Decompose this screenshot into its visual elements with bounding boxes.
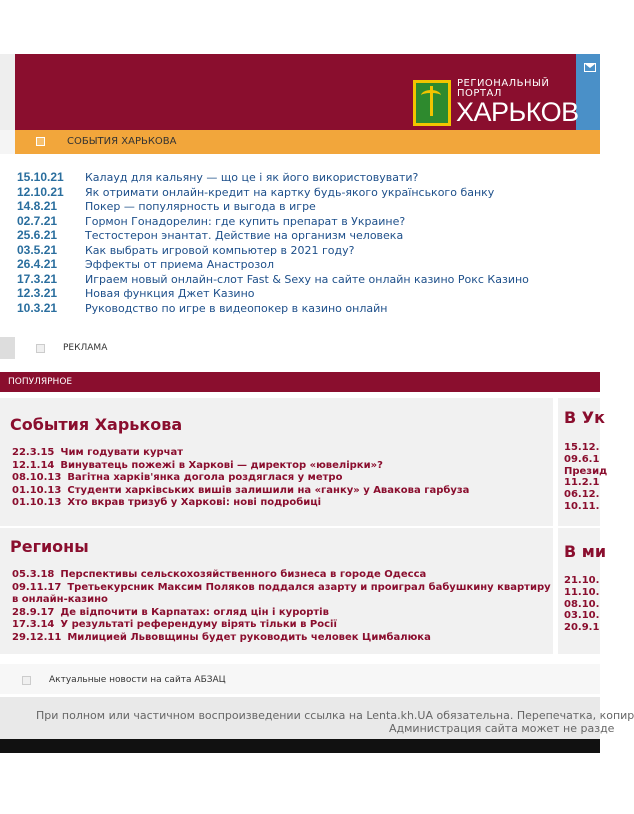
- popular-item-link[interactable]: в онлайн-казино: [12, 594, 108, 605]
- popular-item[interactable]: [12, 472, 342, 484]
- right-section-item[interactable]: 11.10.: [564, 586, 600, 598]
- right-section-item[interactable]: 03.10.: [564, 610, 600, 622]
- mail-icon[interactable]: [584, 63, 596, 72]
- news-date: 25.6.21: [17, 228, 58, 242]
- news-date: 14.8.21: [17, 199, 58, 213]
- news-link[interactable]: Тестостерон энантат. Действие на организм человека: [85, 229, 404, 242]
- popular-item[interactable]: [12, 607, 329, 619]
- right-section-item[interactable]: 08.10.: [564, 598, 600, 610]
- popular-item[interactable]: [12, 460, 383, 472]
- news-date: 12.10.21: [17, 184, 64, 199]
- popular-item-date: 01.10.13: [12, 497, 62, 508]
- kharkov-emblem-icon[interactable]: [413, 80, 451, 126]
- popular-item-link[interactable]: Перспективы сельскохозяйственного бизнеса в городе Одесса: [60, 569, 427, 580]
- news-date: 15.10.21: [17, 170, 64, 184]
- news-link[interactable]: Калауд для кальяну — що це і як його використовувати?: [85, 171, 419, 184]
- right-section-item[interactable]: 15.12.: [564, 442, 600, 453]
- popular-item-link[interactable]: Милицией Львовщины будет руководить человек Цимбалюка: [67, 631, 431, 643]
- news-date: 03.5.21: [17, 242, 58, 257]
- popular-item-date: 05.3.18: [12, 569, 55, 580]
- popular-item[interactable]: [12, 632, 431, 644]
- popular-item-link[interactable]: Вагітна харків'янка догола роздяглася у метро: [67, 472, 343, 483]
- news-item[interactable]: [17, 243, 354, 257]
- news-link[interactable]: Эффекты от приема Анастрозол: [85, 258, 274, 271]
- popular-section-title[interactable]: События Харькова: [10, 415, 183, 434]
- section-bar-left: [0, 130, 15, 154]
- news-link[interactable]: Покер — популярность и выгода в игре: [85, 200, 316, 213]
- popular-item[interactable]: [12, 619, 337, 631]
- popular-item-date: 12.1.14: [12, 459, 55, 471]
- popular-item-link[interactable]: Винуватець пожежі в Харкові — директор «ювелірки»?: [60, 459, 383, 471]
- news-item[interactable]: [17, 199, 316, 213]
- ad-left-strip: [0, 337, 15, 359]
- news-date: 12.3.21: [17, 286, 58, 300]
- news-link[interactable]: Руководство по игре в видеопокер в казино онлайн: [85, 301, 388, 315]
- footer-square-icon: [22, 676, 31, 685]
- right-section-item[interactable]: Презид: [564, 465, 608, 477]
- kharkov-events-title[interactable]: СОБЫТИЯ ХАРЬКОВА: [67, 136, 177, 147]
- popular-label: ПОПУЛЯРНОЕ: [8, 377, 73, 387]
- news-link[interactable]: Як отримати онлайн-кредит на картку будь-якого українського банку: [85, 185, 495, 199]
- ad-label: РЕКЛАМА: [63, 343, 108, 353]
- news-link[interactable]: Как выбрать игровой компьютер в 2021 году?: [85, 243, 355, 257]
- popular-item[interactable]: [12, 497, 321, 509]
- right-section-item[interactable]: 09.6.1: [564, 453, 600, 465]
- news-link[interactable]: Гормон Гонадорелин: где купить препарат в Украине?: [85, 214, 406, 228]
- popular-item-date: 09.11.17: [12, 581, 62, 593]
- popular-item-date: 08.10.13: [12, 472, 62, 483]
- popular-item-link[interactable]: Хто вкрав тризуб у Харкові: нові подробиці: [67, 497, 322, 508]
- popular-item[interactable]: [12, 582, 551, 594]
- popular-item-date: 22.3.15: [12, 447, 55, 458]
- popular-item-link[interactable]: У результаті референдуму вірять тільки в Росії: [60, 619, 337, 630]
- logo-text-kharkov[interactable]: ХАРЬКОВ: [456, 97, 579, 127]
- copyright-line-1: При полном или частичном воспроизведении ссылка на Lenta.kh.UA обязательна. Перепечатка, копир: [36, 709, 634, 722]
- right-section-item[interactable]: 21.10.: [564, 575, 600, 586]
- popular-item-date: 28.9.17: [12, 606, 55, 618]
- news-item[interactable]: [17, 257, 274, 271]
- right-section-item[interactable]: 06.12.: [564, 489, 600, 501]
- news-date: 02.7.21: [17, 213, 58, 228]
- news-link[interactable]: Новая функция Джет Казино: [85, 287, 255, 300]
- news-item[interactable]: [17, 301, 387, 315]
- news-item[interactable]: [17, 272, 529, 286]
- news-item[interactable]: [17, 228, 403, 242]
- footer-ad-label[interactable]: Актуальные новости на сайта АБЗАЦ: [49, 675, 226, 685]
- right-section-item[interactable]: 20.9.1: [564, 622, 600, 634]
- header-left-strip: [0, 54, 15, 130]
- popular-item-date: 01.10.13: [12, 484, 62, 496]
- section-divider: [0, 526, 600, 528]
- popular-item[interactable]: [12, 594, 108, 606]
- popular-section-title[interactable]: Регионы: [10, 537, 89, 556]
- news-date: 10.3.21: [17, 300, 58, 315]
- popular-item-link[interactable]: Третьекурсник Максим Поляков поддался азарту и проиграл бабушкину квартиру: [67, 581, 551, 593]
- popular-item[interactable]: [12, 447, 183, 459]
- section-square-icon: [36, 137, 45, 146]
- news-date: 26.4.21: [17, 257, 58, 271]
- right-section-title[interactable]: В Ук: [564, 408, 605, 427]
- news-item[interactable]: [17, 214, 405, 228]
- popular-bar: [0, 372, 600, 392]
- popular-item[interactable]: [12, 569, 426, 581]
- right-section-title[interactable]: В ми: [564, 542, 607, 561]
- news-item[interactable]: [17, 185, 494, 199]
- right-section-item[interactable]: 10.11.: [564, 501, 600, 512]
- news-item[interactable]: [17, 170, 418, 184]
- popular-item-link[interactable]: Студенти харківських вишів залишили на «ганку» у Авакова гарбуза: [67, 484, 470, 496]
- copyright-line-2: Администрация сайта может не разде: [389, 722, 615, 735]
- right-section-item[interactable]: 11.2.1: [564, 477, 600, 489]
- popular-item-date: 29.12.11: [12, 631, 62, 643]
- logo-text-regional[interactable]: РЕГИОНАЛЬНЫЙ: [457, 78, 550, 89]
- popular-item-link[interactable]: Чим годувати курчат: [60, 447, 184, 458]
- emblem-wing: [421, 90, 441, 101]
- news-link[interactable]: Играем новый онлайн-слот Fast & Sexy на сайте онлайн казино Рокс Казино: [85, 272, 529, 286]
- logo-text-portal[interactable]: ПОРТАЛ: [457, 88, 502, 99]
- ad-square-icon: [36, 344, 45, 353]
- popular-item-link[interactable]: Де відпочити в Карпатах: огляд цін і курортів: [60, 606, 329, 618]
- popular-item[interactable]: [12, 485, 469, 497]
- news-item[interactable]: [17, 286, 255, 300]
- popular-item-date: 17.3.14: [12, 619, 55, 630]
- bottom-bar: [0, 739, 600, 753]
- news-date: 17.3.21: [17, 271, 58, 286]
